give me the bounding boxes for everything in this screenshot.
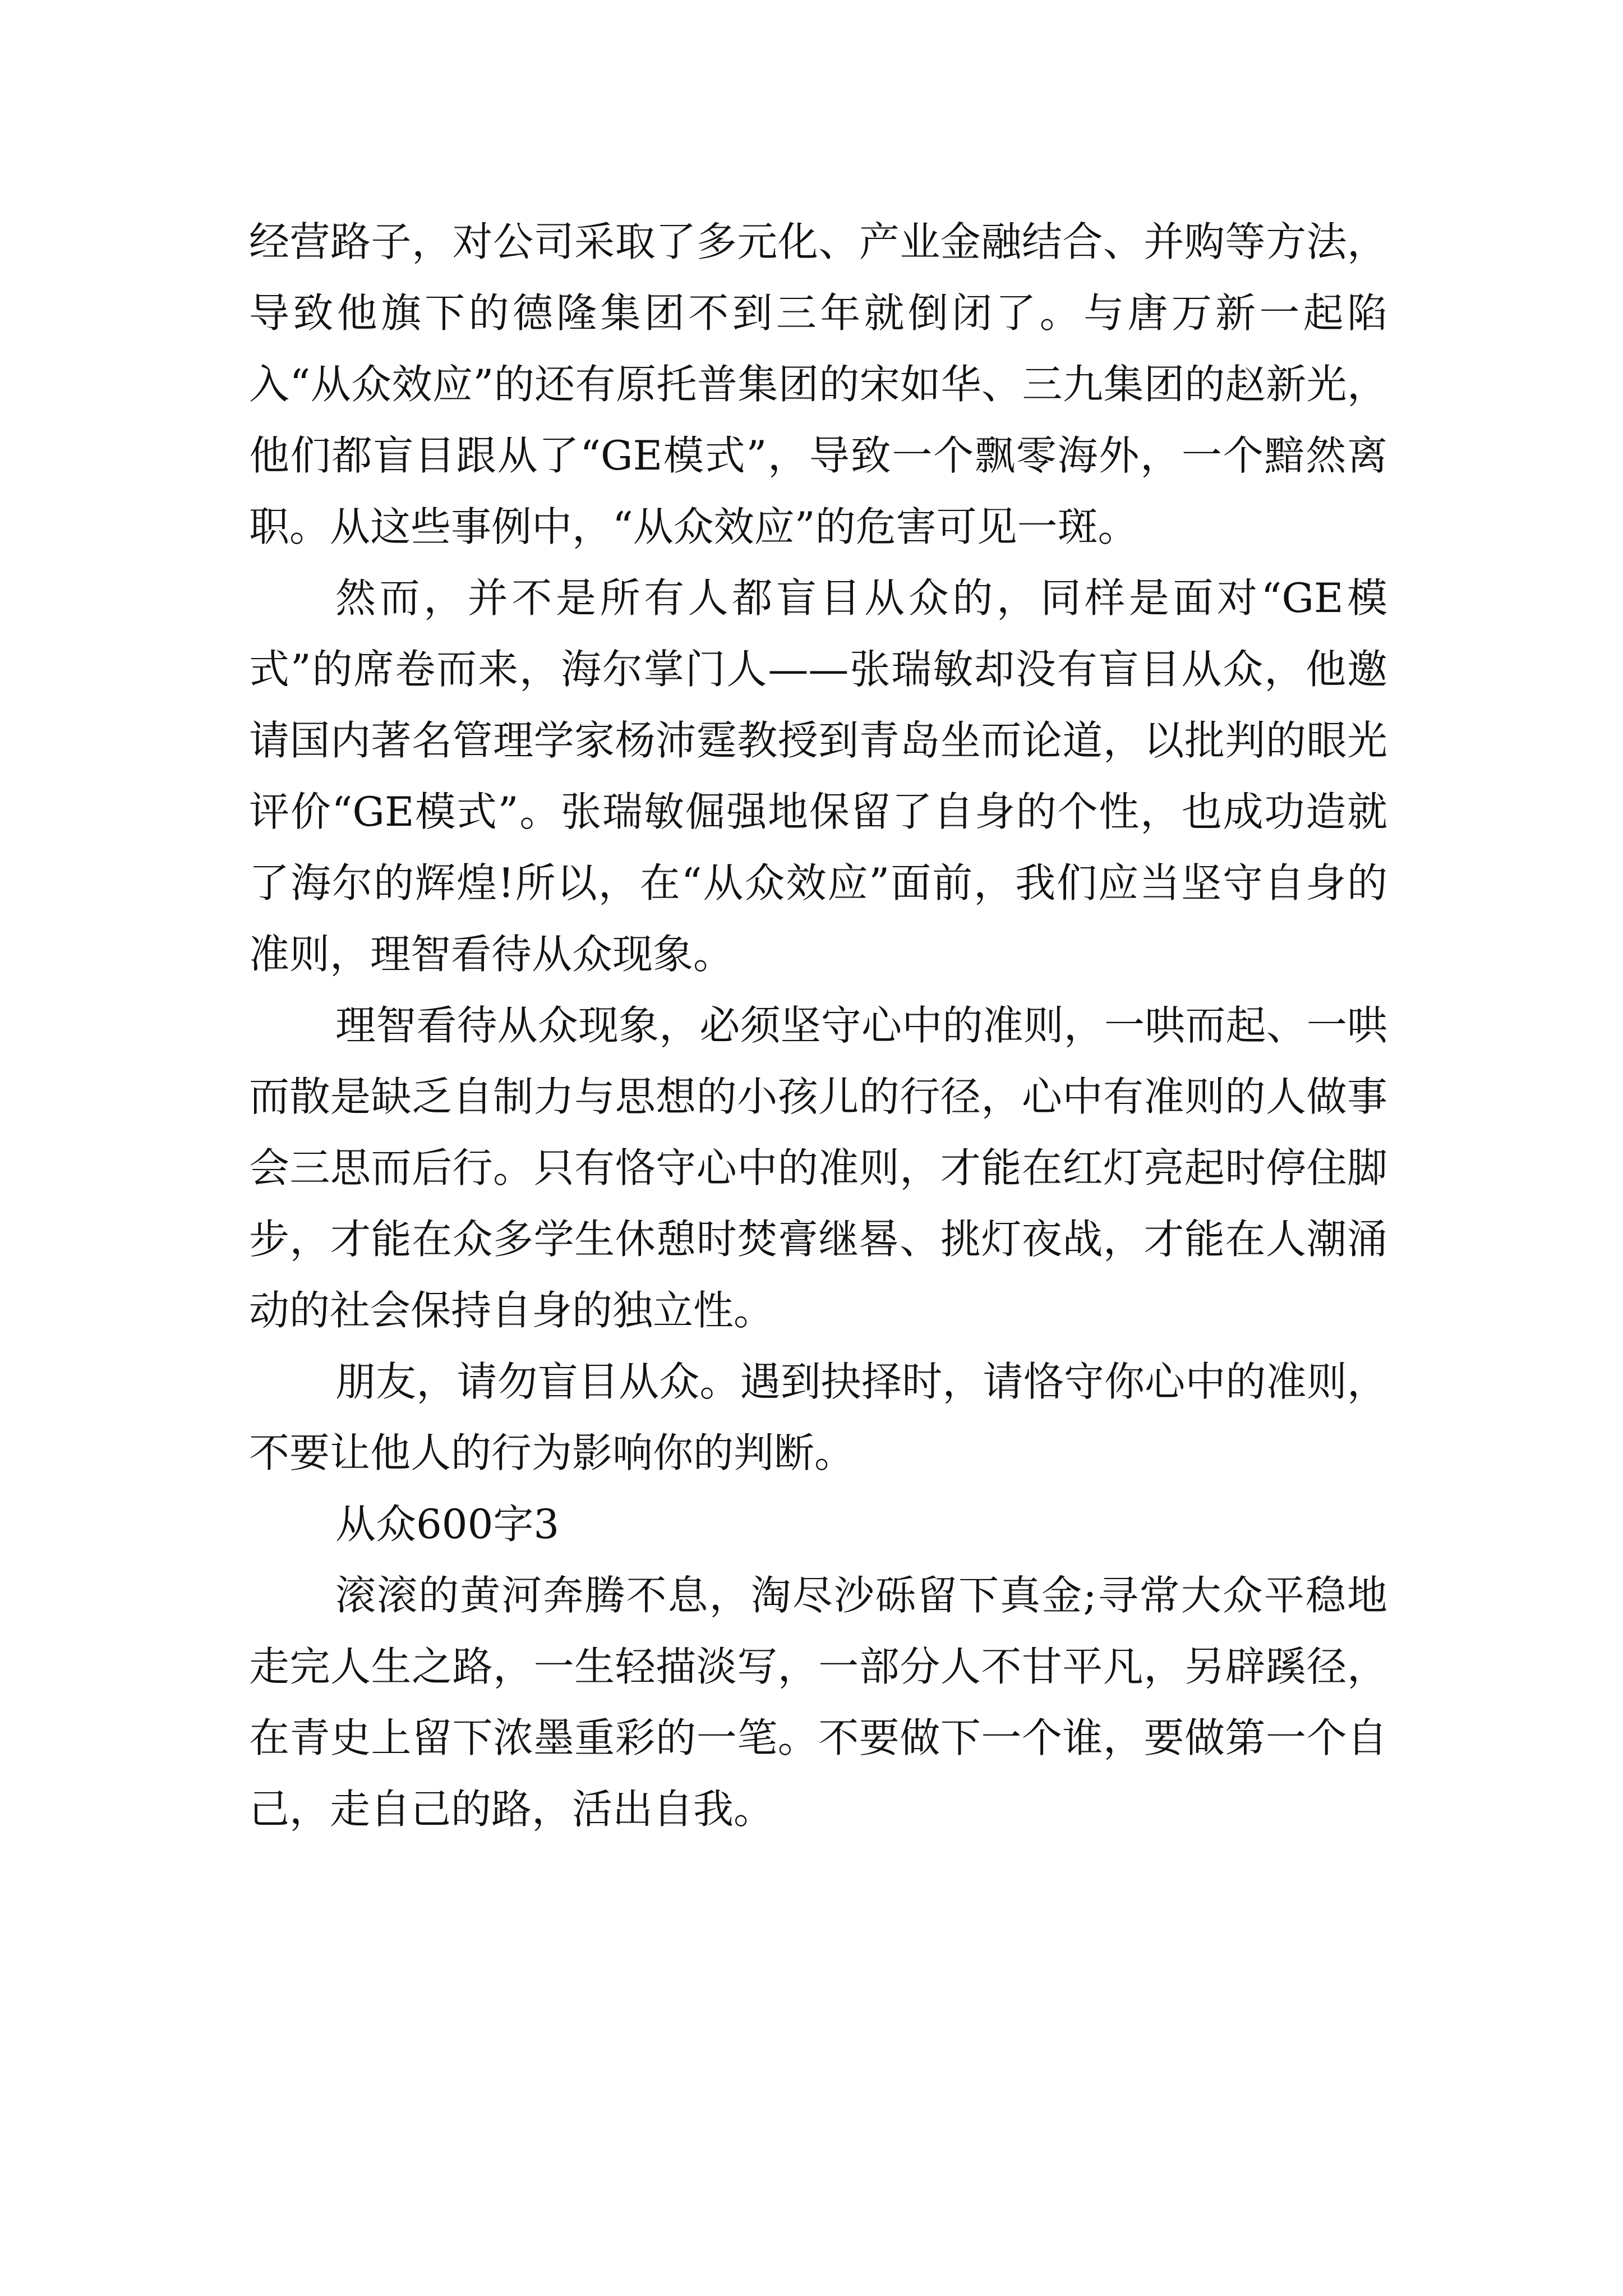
- section-heading: 从众600字3: [335, 1501, 560, 1548]
- document-body: [249, 206, 1387, 1845]
- paragraph-2: 然而，并不是所有人都盲目从众的，同样是面对“GE模式”的席卷而来，海尔掌门人——张瑞敏却没有盲目从众，他邀请国内著名管理学家杨沛霆教授到青岛坐而论道，以批判的眼光评价“GE模式”。张瑞敏倔强地保留了自身的个性，也成功造就了海尔的辉煌!所以，在“从众效应”面前，我们应当坚守自身的准则，理智看待从众现象。: [249, 574, 1387, 978]
- paragraph-4: 朋友，请勿盲目从众。遇到抉择时，请恪守你心中的准则，不要让他人的行为影响你的判断。: [249, 1358, 1387, 1476]
- paragraph-5: 滚滚的黄河奔腾不息，淘尽沙砾留下真金;寻常大众平稳地走完人生之路，一生轻描淡写，一部分人不甘平凡，另辟蹊径，在青史上留下浓墨重彩的一笔。不要做下一个谁，要做第一个自己，走自己的路，活出自我。: [249, 1572, 1387, 1833]
- paragraph-3: 理智看待从众现象，必须坚守心中的准则，一哄而起、一哄而散是缺乏自制力与思想的小孩儿的行径，心中有准则的人做事会三思而后行。只有恪守心中的准则，才能在红灯亮起时停住脚步，才能在众多学生休憩时焚膏继晷、挑灯夜战，才能在人潮涌动的社会保持自身的独立性。: [249, 1002, 1387, 1334]
- paragraph-1: 经营路子，对公司采取了多元化、产业金融结合、并购等方法，导致他旗下的德隆集团不到三年就倒闭了。与唐万新一起陷入“从众效应”的还有原托普集团的宋如华、三九集团的赵新光，他们都盲目跟从了“GE模式”，导致一个飘零海外，一个黯然离职。从这些事例中，“从众效应”的危害可见一斑。: [249, 218, 1387, 550]
